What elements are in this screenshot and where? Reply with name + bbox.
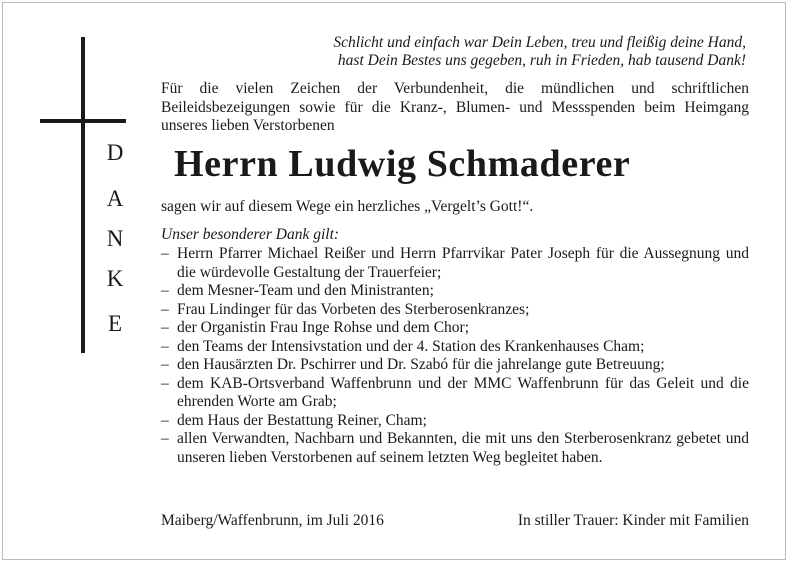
list-item-text: dem Haus der Bestattung Reiner, Cham;	[177, 411, 427, 429]
deceased-name: Herrn Ludwig Schmaderer	[174, 143, 631, 185]
side-letter-n: N	[106, 226, 124, 251]
dash-bullet: –	[161, 282, 169, 299]
list-item	[161, 282, 749, 301]
list-item-text: den Teams der Intensivstation und der 4. Station des Krankenhauses Cham;	[177, 337, 645, 355]
list-item	[161, 430, 749, 467]
special-thanks-heading: Unser besonderer Dank gilt:	[161, 226, 340, 243]
list-item	[161, 301, 749, 320]
side-letter-d: D	[106, 140, 124, 165]
list-item-text: dem Mesner-Team und den Ministranten;	[177, 282, 434, 299]
list-item	[161, 356, 749, 375]
cross-icon-horizontal-bar	[40, 119, 126, 123]
memorial-motto	[240, 34, 746, 70]
motto-line-1: Schlicht und einfach war Dein Leben, treu und fleißig deine Hand,	[333, 34, 746, 51]
list-item	[161, 245, 749, 282]
list-item-text: der Organistin Frau Inge Rohse und dem Chor;	[177, 319, 470, 336]
list-item	[161, 375, 749, 412]
dash-bullet: –	[161, 411, 169, 429]
list-item	[161, 412, 749, 431]
dash-bullet: –	[161, 374, 169, 392]
mourners-signature: In stiller Trauer: Kinder mit Familien	[517, 512, 749, 529]
list-item-text: dem KAB-Ortsverband Waffenbrunn und der MMC Waffenbrunn für das Geleit und die ehrenden Worte am Grab;	[177, 374, 749, 410]
list-item-text: Herrn Pfarrer Michael Reißer und Herrn Pfarrvikar Pater Joseph für die Aussegnung und die würdevolle Gestaltung der Trauerfeier;	[177, 245, 749, 281]
list-item	[161, 338, 749, 357]
list-item-text: den Hausärzten Dr. Pschirrer und Dr. Szabó für die jahrelange gute Betreuung;	[177, 356, 665, 373]
thanks-list	[161, 245, 749, 467]
dash-bullet: –	[161, 337, 169, 355]
side-letter-a: A	[106, 186, 124, 211]
cross-icon-vertical-bar	[81, 37, 85, 353]
dash-bullet: –	[161, 430, 169, 447]
dash-bullet: –	[161, 356, 169, 373]
list-item	[161, 319, 749, 338]
side-letter-k: K	[106, 266, 124, 291]
list-item-text: Frau Lindinger für das Vorbeten des Sterberosenkranzes;	[177, 300, 530, 318]
intro-paragraph: Für die vielen Zeichen der Verbundenheit, die mündlichen und schriftlichen Beileidsbezeigungen sowie für die Kranz-, Blumen- und Messspenden beim Heimgang unseres lieben Verstorbenen	[161, 80, 749, 134]
place-and-date: Maiberg/Waffenbrunn, im Juli 2016	[161, 512, 384, 529]
thanks-sentence: sagen wir auf diesem Wege ein herzliches „Vergelt’s Gott!“.	[161, 198, 534, 215]
side-letter-e: E	[107, 311, 123, 336]
dash-bullet: –	[161, 245, 169, 262]
dash-bullet: –	[161, 300, 169, 318]
motto-line-2: hast Dein Bestes uns gegeben, ruh in Frieden, hab tausend Dank!	[337, 52, 746, 69]
list-item-text: allen Verwandten, Nachbarn und Bekannten, die mit uns den Sterberosenkranz gebetet und unseren lieben Verstorbenen auf seinem letzten Weg begleitet haben.	[177, 430, 749, 466]
dash-bullet: –	[161, 319, 169, 336]
